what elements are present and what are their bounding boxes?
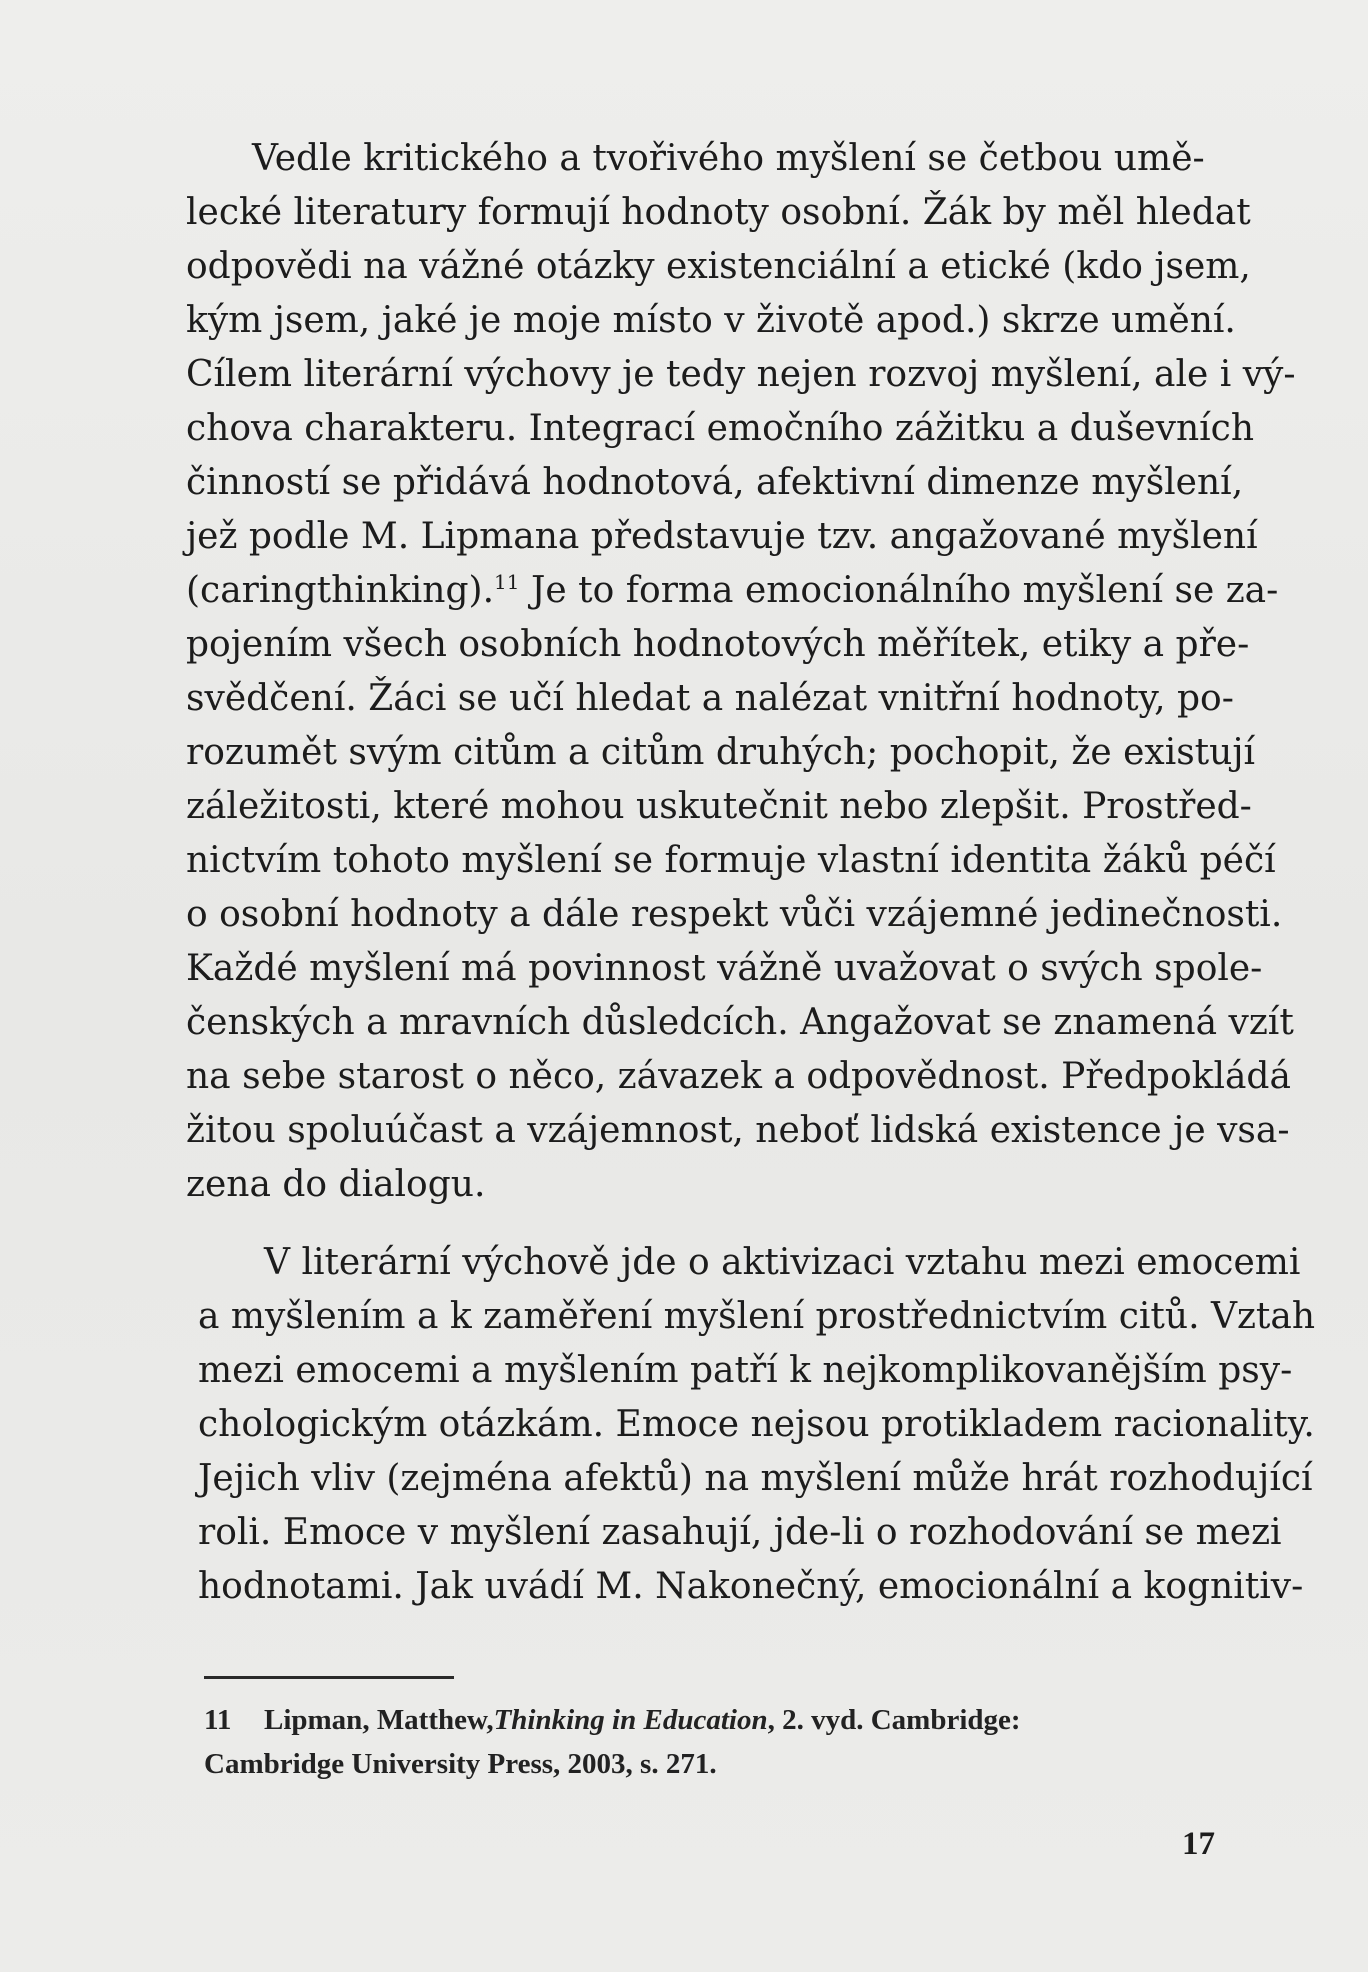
text-line: záležitosti, které mohou uskutečnit nebo zlepšit. Prostřed- — [186, 786, 1252, 827]
text-line: Cílem literární výchovy je tedy nejen rozvoj myšlení, ale i vý- — [186, 354, 1296, 395]
text-line-start: (caringthinking). — [186, 570, 495, 611]
page-number: 17 — [1182, 1826, 1215, 1862]
footnote-number: 11 — [204, 1704, 232, 1736]
text-line: nictvím tohoto myšlení se formuje vlastní identita žáků péčí — [186, 840, 1276, 881]
text-line: odpovědi na vážné otázky existenciální a etické (kdo jsem, — [186, 246, 1251, 287]
text-line: V literární výchově jde o aktivizaci vztahu mezi emocemi — [264, 1242, 1301, 1283]
text-line: lecké literatury formují hodnoty osobní. Žák by měl hledat — [186, 192, 1251, 233]
text-line-end: Je to forma emocionálního myšlení se za- — [530, 570, 1279, 611]
text-line: Jejich vliv (zejména afektů) na myšlení může hrát rozhodující — [198, 1458, 1313, 1499]
footnote-divider — [204, 1676, 454, 1679]
text-line: jež podle M. Lipmana představuje tzv. angažované myšlení — [186, 516, 1258, 557]
text-line: na sebe starost o něco, závazek a odpovědnost. Předpokládá — [186, 1056, 1291, 1097]
text-line: kým jsem, jaké je moje místo v životě apod.) skrze umění. — [186, 300, 1236, 341]
footnote-line — [204, 1698, 1204, 1742]
text-line: svědčení. Žáci se učí hledat a nalézat vnitřní hodnoty, po- — [186, 678, 1234, 719]
footnote-author: Lipman, Matthew, — [264, 1704, 494, 1736]
text-line: hodnotami. Jak uvádí M. Nakonečný, emocionální a kognitiv- — [198, 1566, 1304, 1607]
text-line: chova charakteru. Integrací emočního zážitku a duševních — [186, 408, 1255, 449]
footnote-publisher: , 2. vyd. Cambridge: — [767, 1704, 1021, 1736]
footnote — [204, 1698, 1204, 1786]
paragraph-1 — [186, 132, 1296, 1212]
footnote-line: Cambridge University Press, 2003, s. 271. — [204, 1748, 717, 1780]
text-line — [186, 564, 1279, 618]
text-line: a myšlením a k zaměření myšlení prostřednictvím citů. Vztah — [198, 1296, 1316, 1337]
text-line: Vedle kritického a tvořivého myšlení se četbou umě- — [252, 138, 1205, 179]
text-line: mezi emocemi a myšlením patří k nejkomplikovanějším psy- — [198, 1350, 1293, 1391]
text-line: roli. Emoce v myšlení zasahují, jde-li o rozhodování se mezi — [198, 1512, 1282, 1553]
text-line: o osobní hodnoty a dále respekt vůči vzájemné jedinečnosti. — [186, 894, 1283, 935]
footnote-reference: 11 — [494, 570, 520, 594]
text-line: rozumět svým citům a citům druhých; pochopit, že existují — [186, 732, 1256, 773]
paragraph-2 — [198, 1236, 1316, 1614]
text-line: zena do dialogu. — [186, 1164, 486, 1205]
text-line: pojením všech osobních hodnotových měřítek, etiky a pře- — [186, 624, 1250, 665]
text-line: činností se přidává hodnotová, afektivní dimenze myšlení, — [186, 462, 1244, 503]
text-line: žitou spoluúčast a vzájemnost, neboť lidská existence je vsa- — [186, 1110, 1290, 1151]
footnote-title: Thinking in Education — [493, 1704, 768, 1736]
text-line: Každé myšlení má povinnost vážně uvažovat o svých spole- — [186, 948, 1263, 989]
text-line: chologickým otázkám. Emoce nejsou protikladem racionality. — [198, 1404, 1315, 1445]
text-line: čenských a mravních důsledcích. Angažovat se znamená vzít — [186, 1002, 1294, 1043]
